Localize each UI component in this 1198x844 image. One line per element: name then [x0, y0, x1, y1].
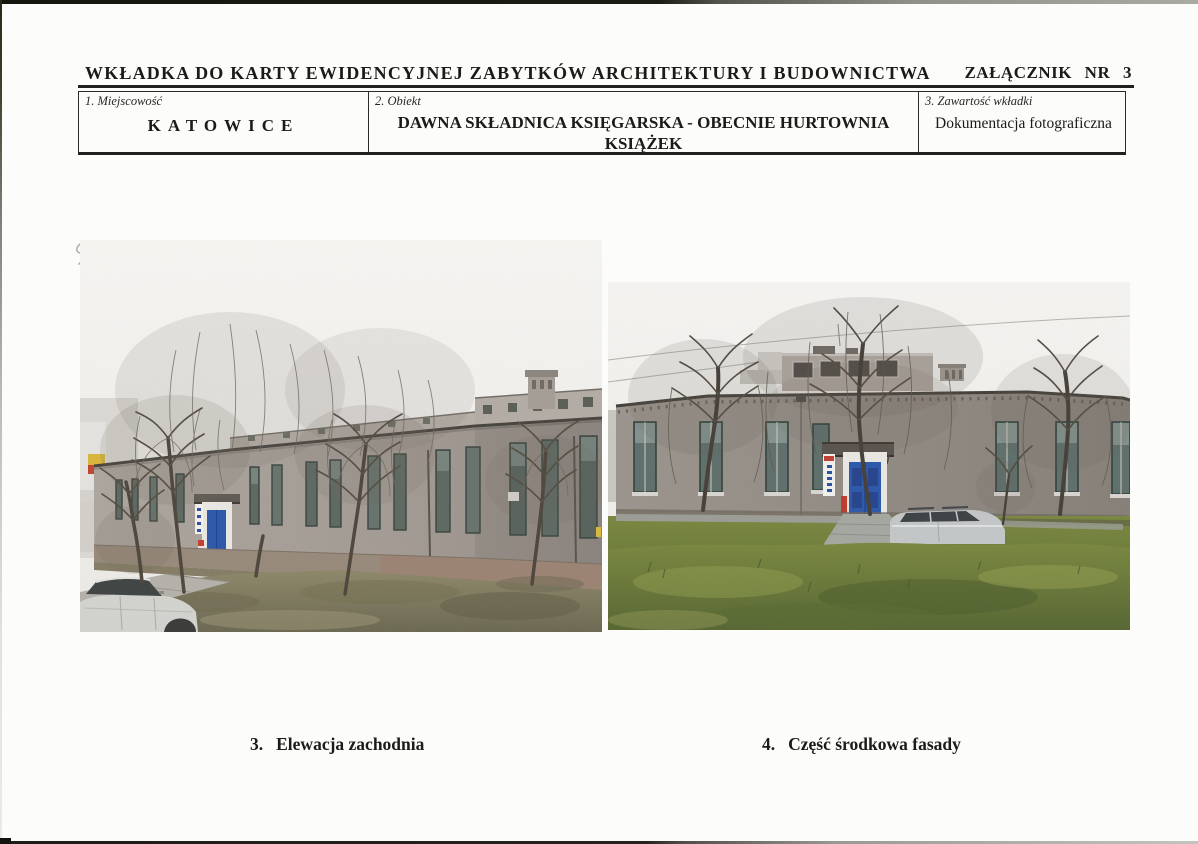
caption-text: Elewacja zachodnia	[276, 734, 425, 754]
field-obiekt	[369, 92, 919, 152]
record-table	[78, 91, 1126, 155]
scan-corner-mark	[0, 838, 11, 844]
document-title: WKŁADKA DO KARTY EWIDENCYJNEJ ZABYTKÓW ARCHITEKTURY I BUDOWNICTWA	[85, 63, 931, 83]
photo-grain	[608, 282, 1130, 630]
scan-edge-top	[0, 0, 1198, 4]
photo-west-elevation	[80, 240, 602, 632]
field-value: DAWNA SKŁADNICA KSIĘGARSKA - OBECNIE HURTOWNIA KSIĄŻEK	[397, 113, 890, 154]
photo-caption-right	[762, 734, 961, 755]
field-label: 2. Obiekt	[375, 94, 421, 108]
field-value: Dokumentacja fotograficzna	[935, 115, 1112, 132]
photo-central-facade	[608, 282, 1130, 630]
attachment-label: ZAŁĄCZNIK NR 3	[964, 63, 1132, 82]
caption-text: Część środkowa fasady	[788, 734, 961, 754]
photo-grain	[80, 240, 602, 632]
caption-number: 3.	[250, 734, 264, 754]
field-value: KATOWICE	[147, 116, 300, 135]
photo-caption-left	[250, 734, 424, 755]
field-zawartosc	[919, 92, 1125, 152]
field-miejscowosc	[79, 92, 369, 152]
scan-edge-left	[0, 0, 2, 844]
field-label: 1. Miejscowość	[85, 94, 163, 108]
field-label: 3. Zawartość wkładki	[925, 94, 1033, 108]
caption-number: 4.	[762, 734, 776, 754]
header-rule	[78, 85, 1134, 88]
